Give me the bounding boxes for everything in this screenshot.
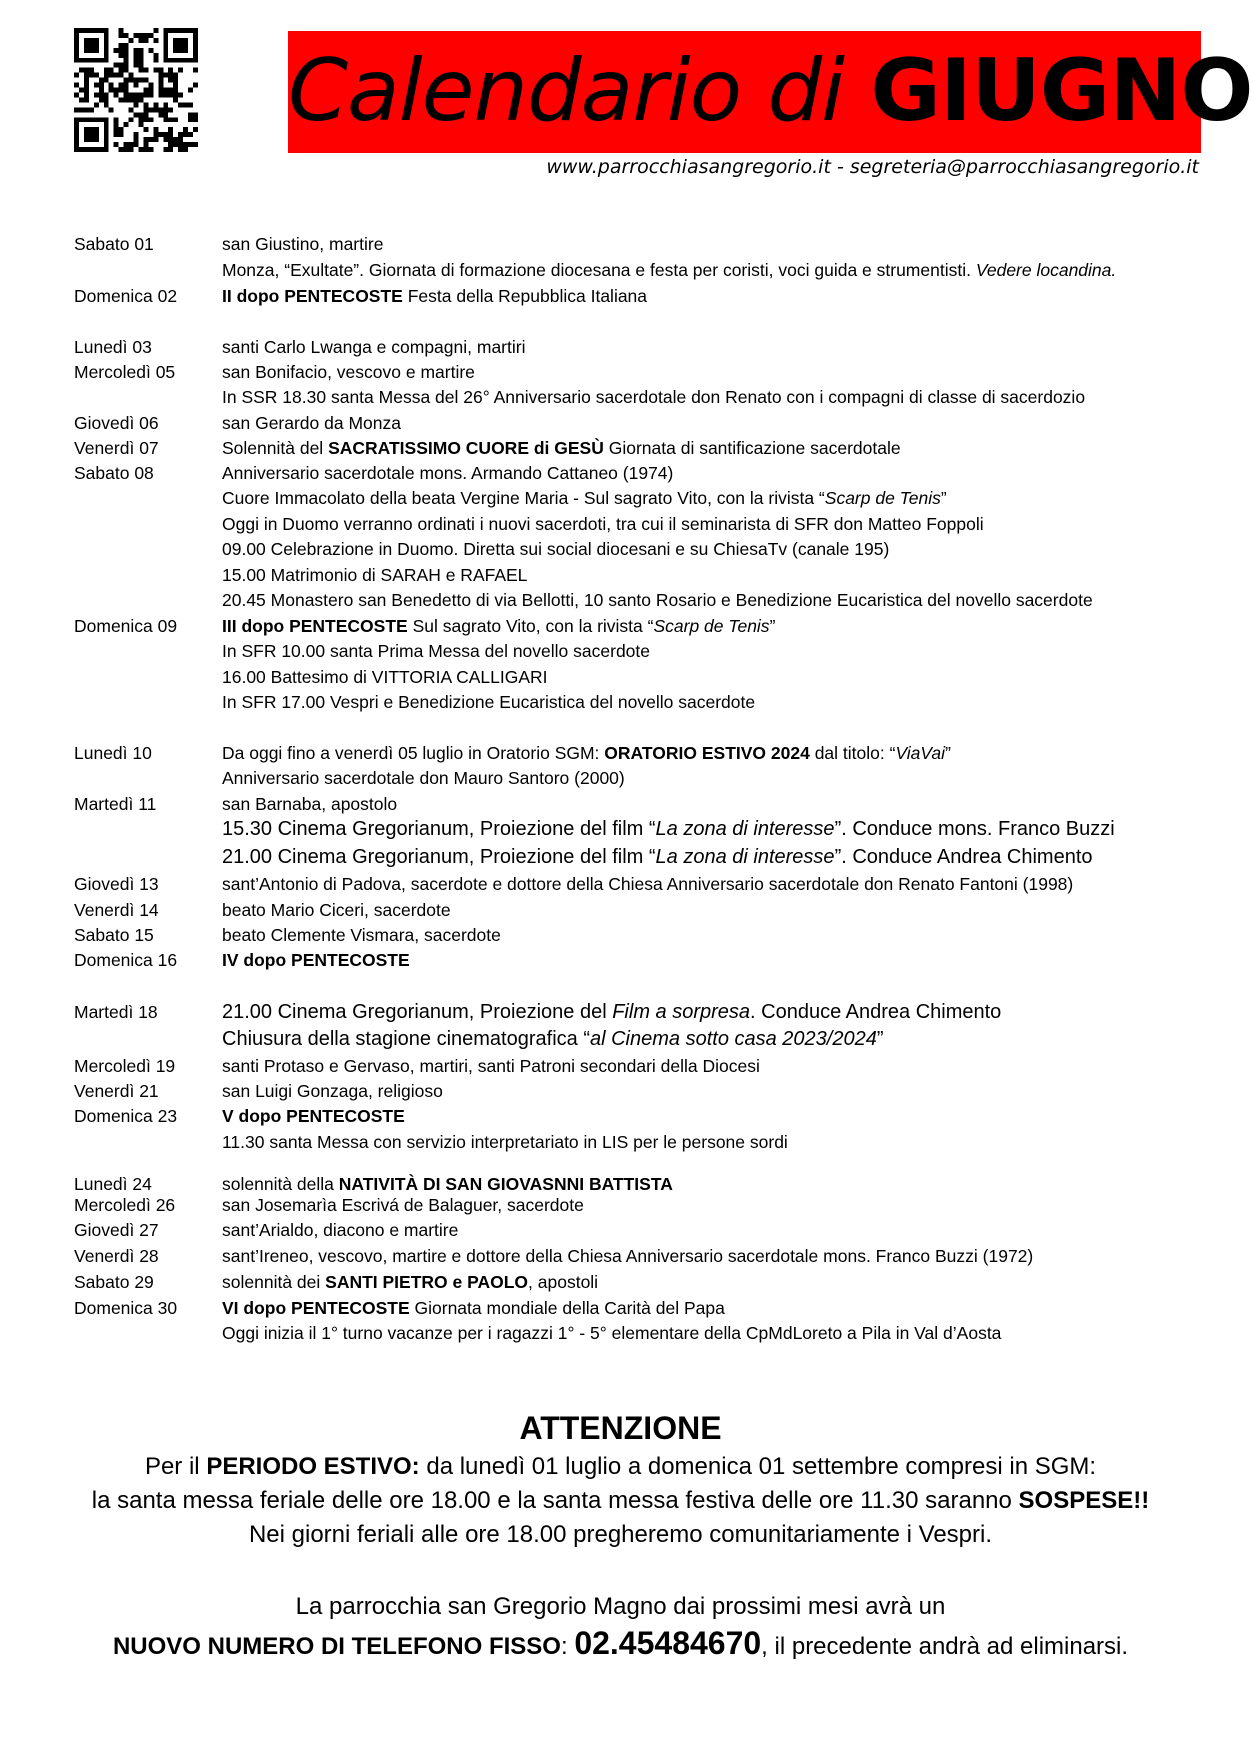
event-emphasis: II dopo PENTECOSTE — [222, 286, 403, 306]
calendar-day: Lunedì 10 — [74, 743, 152, 763]
event-text: 09.00 Celebrazione in Duomo. Diretta sui social diocesani e su ChiesaTv (canale 195) — [222, 539, 890, 559]
event-title-italic: La zona di interesse — [655, 818, 835, 840]
title-month: GIUGNO — [870, 41, 1252, 141]
calendar-event — [222, 1055, 760, 1077]
event-text: 15.00 Matrimonio di SARAH e RAFAEL — [222, 565, 528, 585]
event-text: santi Protaso e Gervaso, martiri, santi Patroni secondari della Diocesi — [222, 1056, 760, 1076]
calendar-day: Sabato 15 — [74, 925, 154, 945]
event-text: ”. Conduce Andrea Chimento — [834, 846, 1093, 868]
event-text: Oggi in Duomo verranno ordinati i nuovi sacerdoti, tra cui il seminarista di SFR don Matteo Foppoli — [222, 514, 984, 534]
calendar-event — [222, 666, 548, 688]
event-title-italic: Vedere locandina. — [975, 260, 1117, 280]
calendar-event — [222, 767, 625, 789]
calendar-day: Sabato 08 — [74, 463, 154, 483]
event-text: sant’Ireneo, vescovo, martire e dottore della Chiesa Anniversario sacerdotale mons. Franco Buzzi (1972) — [222, 1246, 1034, 1266]
notice-text: la santa messa feriale delle ore 18.00 e la santa messa festiva delle ore 11.30 saranno — [91, 1487, 1019, 1514]
event-text: Solennità del — [222, 438, 329, 458]
calendar-event — [222, 691, 755, 713]
calendar-event — [222, 793, 397, 815]
event-title-italic: Scarp de Tenis — [653, 616, 770, 636]
event-text: Festa della Repubblica Italiana — [402, 286, 648, 306]
event-text: ” — [769, 616, 776, 636]
notice-text: : — [560, 1633, 575, 1660]
calendar-event — [222, 1027, 884, 1051]
calendar-event — [222, 924, 501, 946]
calendar-event — [222, 259, 1116, 281]
event-text: 21.00 Cinema Gregorianum, Proiezione del film “ — [222, 846, 656, 868]
calendar-event — [222, 1080, 443, 1102]
event-emphasis: ORATORIO ESTIVO 2024 — [604, 743, 810, 763]
event-text: Anniversario sacerdotale mons. Armando Cattaneo (1974) — [222, 463, 674, 483]
event-text: san Giustino, martire — [222, 234, 384, 254]
calendar-day: Venerdì 28 — [74, 1246, 159, 1266]
notice-text: , il precedente andrà ad eliminarsi. — [761, 1633, 1129, 1660]
calendar-event — [222, 361, 475, 383]
calendar-event — [222, 564, 527, 586]
calendar-event — [222, 589, 1093, 611]
calendar-day: Lunedì 24 — [74, 1174, 152, 1194]
event-text: beato Mario Ciceri, sacerdote — [222, 900, 451, 920]
notice-text: Per il — [144, 1453, 207, 1480]
event-text: Cuore Immacolato della beata Vergine Maria - Sul sagrato Vito, con la rivista “ — [222, 488, 825, 508]
calendar-event — [222, 1271, 598, 1293]
event-text: sant’Arialdo, diacono e martire — [222, 1220, 459, 1240]
event-text: Chiusura della stagione cinematografica “ — [222, 1028, 590, 1050]
calendar-day: Mercoledì 05 — [74, 362, 176, 382]
event-text: ” — [945, 743, 951, 763]
event-text: beato Clemente Vismara, sacerdote — [222, 925, 501, 945]
calendar-day: Venerdì 14 — [74, 900, 159, 920]
event-emphasis: IV dopo PENTECOSTE — [222, 950, 410, 970]
event-text: 16.00 Battesimo di VITTORIA CALLIGARI — [222, 667, 548, 687]
event-text: 11.30 santa Messa con servizio interpretariato in LIS per le persone sordi — [222, 1132, 788, 1152]
calendar-event — [222, 615, 775, 637]
event-text: In SSR 18.30 santa Messa del 26° Anniversario sacerdotale don Renato con i compagni di classe di sacerdozio — [222, 387, 1086, 407]
calendar-day: Mercoledì 26 — [74, 1195, 176, 1215]
calendar-event — [222, 1131, 788, 1153]
event-title-italic: Film a sorpresa — [612, 1001, 751, 1023]
calendar-event — [222, 845, 1093, 869]
notice-line-2 — [0, 1486, 1241, 1516]
event-text: ” — [876, 1028, 884, 1050]
notice-emphasis: PERIODO ESTIVO: — [206, 1453, 420, 1480]
calendar-day: Sabato 29 — [74, 1272, 154, 1292]
calendar-event — [222, 386, 1085, 408]
calendar-day: Mercoledì 19 — [74, 1056, 176, 1076]
notice-line-4: La parrocchia san Gregorio Magno dai prossimi mesi avrà un — [295, 1593, 946, 1620]
calendar-event — [222, 1219, 458, 1241]
event-text: Anniversario sacerdotale don Mauro Santoro (2000) — [222, 768, 625, 788]
calendar-event — [222, 640, 650, 662]
event-emphasis: NATIVITÀ DI SAN GIOVASNNI BATTISTA — [338, 1174, 673, 1194]
calendar-event — [222, 817, 1115, 841]
event-text: In SFR 10.00 santa Prima Messa del novello sacerdote — [222, 641, 650, 661]
event-text: , apostoli — [528, 1272, 599, 1292]
event-text: 15.30 Cinema Gregorianum, Proiezione del film “ — [222, 818, 656, 840]
event-emphasis: V dopo PENTECOSTE — [222, 1106, 405, 1126]
event-text: ”. Conduce mons. Franco Buzzi — [834, 818, 1115, 840]
calendar-event — [222, 899, 451, 921]
calendar-event — [222, 462, 673, 484]
event-text: Giornata mondiale della Carità del Papa — [409, 1298, 725, 1318]
phone-number: 02.45484670 — [574, 1625, 762, 1661]
event-text: Sul sagrato Vito, con la rivista “ — [407, 616, 654, 636]
event-text: Oggi inizia il 1° turno vacanze per i ragazzi 1° - 5° elementare della CpMdLoreto a Pila in Val d’Aosta — [222, 1323, 1002, 1343]
event-text: . Conduce Andrea Chimento — [750, 1001, 1002, 1023]
event-title-italic: ViaVai — [895, 743, 946, 763]
notice-emphasis: NUOVO NUMERO DI TELEFONO FISSO — [112, 1633, 561, 1660]
event-emphasis: VI dopo PENTECOSTE — [222, 1298, 410, 1318]
calendar-day: Martedì 11 — [74, 794, 157, 814]
calendar-event — [222, 1322, 1001, 1344]
event-title-italic: La zona di interesse — [655, 846, 835, 868]
event-title-italic: al Cinema sotto casa 2023/2024 — [589, 1028, 877, 1050]
event-text: ” — [940, 488, 947, 508]
calendar-event — [222, 437, 901, 459]
calendar-day: Domenica 16 — [74, 950, 178, 970]
event-text: san Gerardo da Monza — [222, 413, 401, 433]
calendar-day: Giovedì 13 — [74, 874, 159, 894]
event-text: san Josemarìa Escrivá de Balaguer, sacerdote — [222, 1195, 584, 1215]
calendar-day: Lunedì 03 — [74, 337, 152, 357]
calendar-day: Sabato 01 — [74, 234, 154, 254]
calendar-day: Venerdì 21 — [74, 1081, 159, 1101]
event-text: In SFR 17.00 Vespri e Benedizione Eucaristica del novello sacerdote — [222, 692, 756, 712]
notice-line-1 — [0, 1452, 1241, 1482]
event-text: san Bonifacio, vescovo e martire — [222, 362, 475, 382]
calendar-event — [222, 487, 947, 509]
event-text: Giornata di santificazione sacerdotale — [603, 438, 901, 458]
calendar-day: Domenica 09 — [74, 616, 178, 636]
event-text: 21.00 Cinema Gregorianum, Proiezione del — [222, 1001, 613, 1023]
calendar-event — [222, 336, 525, 358]
title-part-1: Calendario di — [288, 41, 845, 141]
notice-line-5 — [0, 1625, 1241, 1662]
calendar-event — [222, 742, 951, 764]
event-text: san Luigi Gonzaga, religioso — [222, 1081, 443, 1101]
calendar-event — [222, 1105, 405, 1127]
calendar-event — [222, 538, 889, 560]
calendar-day: Domenica 02 — [74, 286, 178, 306]
event-text: dal titolo: “ — [809, 743, 896, 763]
calendar-event — [222, 412, 401, 434]
calendar-event — [222, 513, 984, 535]
event-emphasis: III dopo PENTECOSTE — [222, 616, 408, 636]
event-text: solennità dei — [222, 1272, 326, 1292]
event-text: sant’Antonio di Padova, sacerdote e dottore della Chiesa Anniversario sacerdotale don Renato Fantoni (1998) — [222, 874, 1074, 894]
event-text: solennità della — [222, 1174, 339, 1194]
calendar-event — [222, 949, 410, 971]
event-title-italic: Scarp de Tenis — [824, 488, 941, 508]
notice-title: ATTENZIONE — [519, 1410, 722, 1446]
notice-emphasis: SOSPESE!! — [1018, 1487, 1150, 1514]
calendar-day: Giovedì 27 — [74, 1220, 159, 1240]
calendar-event — [222, 285, 647, 307]
notice-text: da lunedì 01 luglio a domenica 01 settembre compresi in SGM: — [419, 1453, 1097, 1480]
event-text: Da oggi fino a venerdì 05 luglio in Oratorio SGM: — [222, 743, 605, 763]
calendar-event — [222, 1173, 673, 1195]
contact-line: www.parrocchiasangregorio.it - segreteria@parrocchiasangregorio.it — [546, 156, 1199, 178]
calendar-day: Giovedì 06 — [74, 413, 159, 433]
calendar-event — [222, 1194, 584, 1216]
event-text: santi Carlo Lwanga e compagni, martiri — [222, 337, 526, 357]
event-text: san Barnaba, apostolo — [222, 794, 398, 814]
event-emphasis: SACRATISSIMO CUORE di GESÙ — [328, 438, 604, 458]
calendar-day: Domenica 30 — [74, 1298, 178, 1318]
calendar-event — [222, 233, 383, 255]
calendar-event — [222, 1245, 1033, 1267]
event-text: Monza, “Exultate”. Giornata di formazione diocesana e festa per coristi, voci guida e strumentisti. — [222, 260, 976, 280]
calendar-event — [222, 1297, 725, 1319]
calendar-event — [222, 1000, 1001, 1024]
calendar-day: Venerdì 07 — [74, 438, 159, 458]
calendar-day: Martedì 18 — [74, 1002, 158, 1022]
calendar-event — [222, 873, 1073, 895]
calendar-day: Domenica 23 — [74, 1106, 178, 1126]
event-text: 20.45 Monastero san Benedetto di via Bellotti, 10 santo Rosario e Benedizione Eucaristica del novello sacerdote — [222, 590, 1093, 610]
event-emphasis: SANTI PIETRO e PAOLO — [325, 1272, 529, 1292]
notice-line-3: Nei giorni feriali alle ore 18.00 pregheremo comunitariamente i Vespri. — [248, 1521, 993, 1548]
